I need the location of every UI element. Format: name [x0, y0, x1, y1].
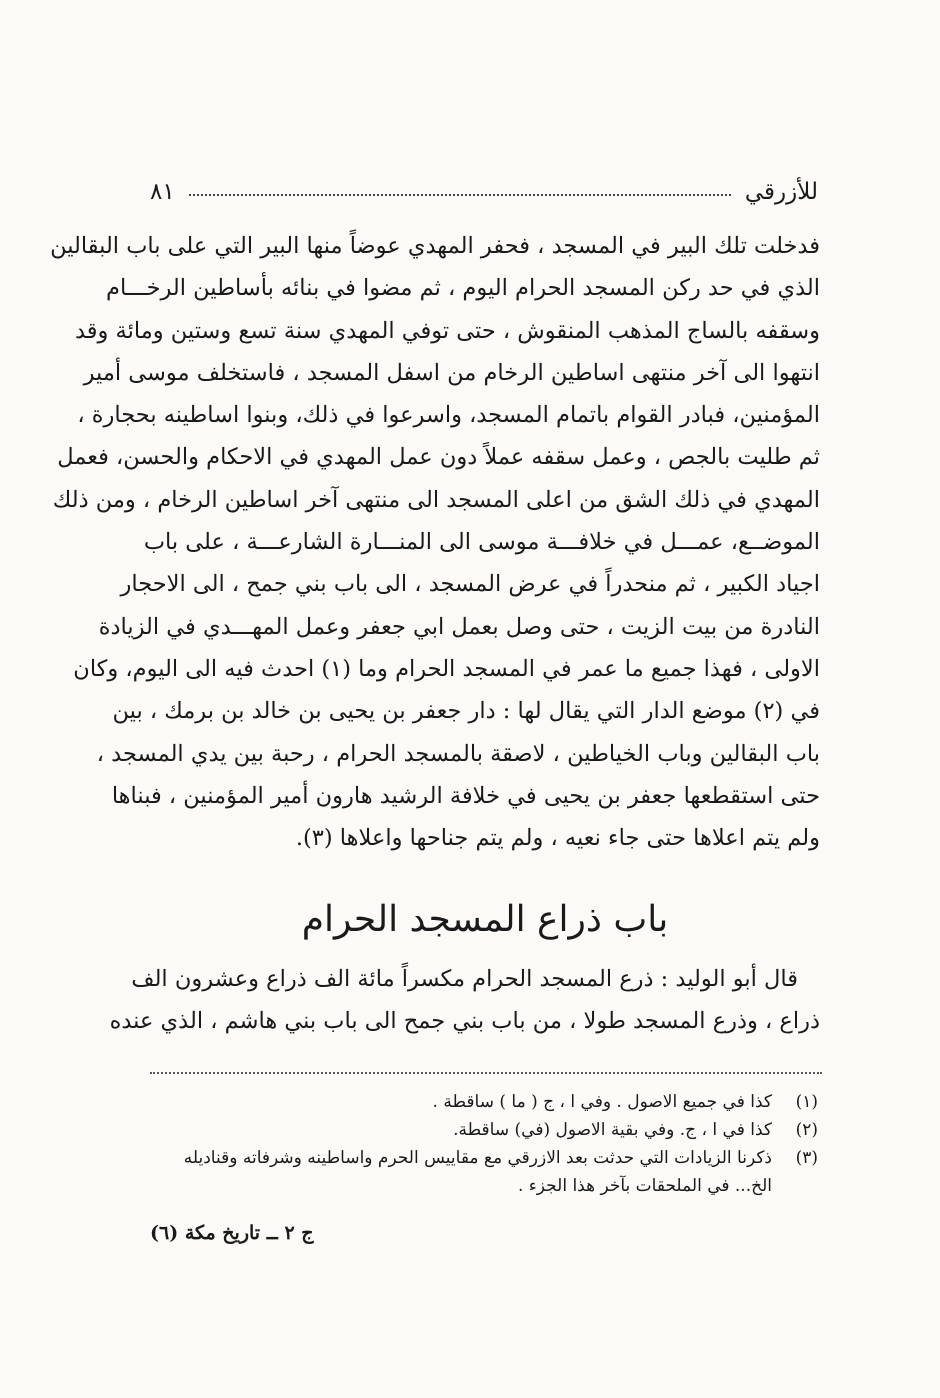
header-dotted-leader: [189, 194, 731, 196]
running-header: [150, 172, 818, 212]
footnote-text: كذا في ا ، ج. وفي بقية الاصول (في) ساقطة.: [453, 1120, 772, 1140]
text-line: في (٢) موضع الدار التي يقال لها : دار جعفر بن يحيى بن خالد بن برمك ، بين: [112, 698, 820, 725]
footnote: [150, 1144, 818, 1200]
text-line: قال أبو الوليد : ذرع المسجد الحرام مكسراً مائة الف ذراع وعشرون الف: [131, 966, 798, 992]
text-line: اجياد الكبير ، ثم منحدراً في عرض المسجد ، الى باب بني جمح ، الى الاحجار: [120, 571, 820, 598]
footnote-number: (٣): [795, 1148, 818, 1168]
footnote-number: (١): [795, 1092, 818, 1112]
footnote-number: (٢): [795, 1120, 818, 1140]
section-heading: باب ذراع المسجد الحرام: [301, 899, 669, 940]
printer-signature: ج ٢ ــ تاريخ مكة (٦): [150, 1222, 314, 1244]
page-number: ٨١: [150, 179, 175, 205]
text-line: ذراع ، وذرع المسجد طولا ، من باب بني جمح الى باب بني هاشم ، الذي عنده: [109, 1008, 820, 1034]
text-line: الاولى ، فهذا جميع ما عمر في المسجد الحرام وما (١) احدث فيه الى اليوم، وكان: [73, 655, 820, 682]
footnote-text: كذا في جميع الاصول . وفي ا ، ج ( ما ) ساقطة .: [432, 1092, 772, 1112]
text-line: ولم يتم اعلاها حتى جاء نعيه ، ولم يتم جناحها واعلاها (٣).: [295, 825, 820, 852]
text-line: وسقفه بالساج المذهب المنقوش ، حتى توفي المهدي سنة تسع وستين ومائة وقد: [74, 317, 820, 344]
text-line: النادرة من بيت الزيت ، حتى وصل بعمل ابي جعفر وعمل المهـــدي في الزيادة: [98, 613, 820, 640]
text-line: المؤمنين، فبادر القوام باتمام المسجد، واسرعوا في ذلك، وبنوا اساطينه بحجارة ،: [77, 402, 820, 429]
footnote-divider: [150, 1072, 822, 1074]
footnote: [150, 1116, 818, 1144]
text-line: المهدي في ذلك الشق من اعلى المسجد الى منتهى آخر اساطين الرخام ، ومن ذلك: [52, 486, 820, 513]
footnote: [150, 1088, 818, 1116]
footnote-text: ذكرنا الزيادات التي حدثت بعد الازرقي مع مقاييس الحرم واساطينه وشرفاته وقناديله الخ... في الملحقات بآخر هذا الجزء .: [183, 1148, 772, 1196]
footnotes: [150, 1088, 818, 1200]
main-paragraph: [50, 225, 820, 859]
running-title: للأزرقي: [744, 179, 818, 205]
text-line: انتهوا الى آخر منتهى اساطين الرخام من اسفل المسجد ، فاستخلف موسى أمير: [83, 359, 820, 386]
text-line: ثم طليت بالجص ، وعمل سقفه عملاً دون عمل المهدي في الاحكام والحسن، فعمل: [57, 444, 820, 471]
text-line: الموضــع، عمـــل في خلافـــة موسى الى المنـــارة الشارعـــة ، على باب: [143, 529, 820, 556]
text-line: حتى استقطعها جعفر بن يحيى في خلافة الرشيد هارون أمير المؤمنين ، فبناها: [111, 782, 820, 809]
text-line: فدخلت تلك البير في المسجد ، فحفر المهدي عوضاً منها البير التي على باب البقالين: [50, 233, 820, 259]
text-line: الذي في حد ركن المسجد الحرام اليوم ، ثم مضوا في بنائه بأساطين الرخـــام: [106, 275, 820, 302]
text-line: باب البقالين وباب الخياطين ، لاصقة بالمسجد الحرام ، رحبة بين يدي المسجد ،: [96, 740, 820, 767]
section-paragraph: [109, 958, 820, 1042]
